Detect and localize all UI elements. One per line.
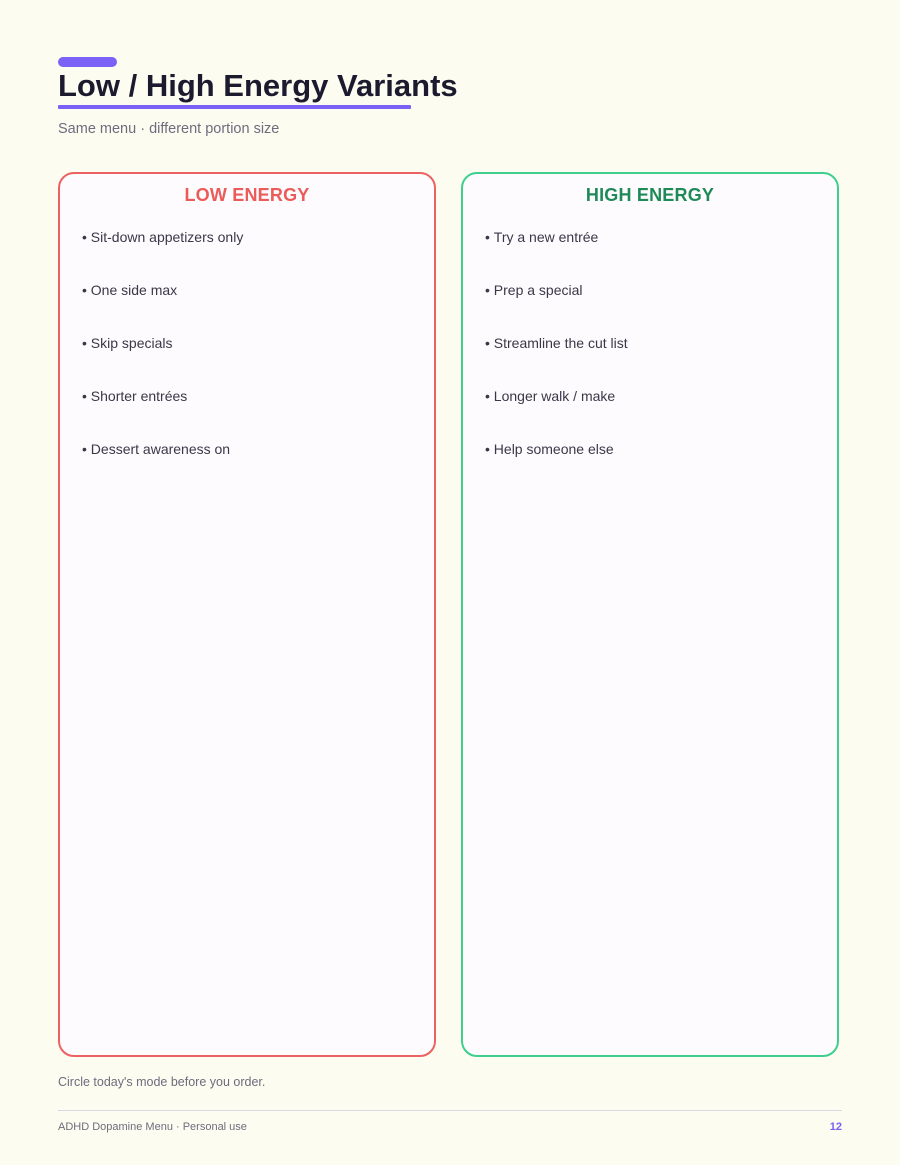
high-energy-card <box>461 172 839 1057</box>
page-title: Low / High Energy Variants <box>58 68 458 103</box>
low-energy-title: LOW ENERGY <box>184 185 310 205</box>
list-item: • Help someone else <box>485 440 821 458</box>
high-energy-title: HIGH ENERGY <box>585 185 715 205</box>
list-item: • Dessert awareness on <box>82 440 418 458</box>
list-item: • Prep a special <box>485 281 821 299</box>
title-underline <box>58 105 411 109</box>
list-item: • Try a new entrée <box>485 228 821 246</box>
page-subtitle: Same menu · different portion size <box>58 121 280 137</box>
low-energy-list <box>82 228 418 493</box>
list-item: • Sit-down appetizers only <box>82 228 418 246</box>
page-number: 12 <box>829 1121 842 1133</box>
instruction-note: Circle today's mode before you order. <box>58 1075 266 1089</box>
list-item: • Skip specials <box>82 334 418 352</box>
high-energy-list <box>485 228 821 493</box>
list-item: • One side max <box>82 281 418 299</box>
low-energy-card <box>58 172 436 1057</box>
footer-text: ADHD Dopamine Menu · Personal use <box>58 1121 247 1133</box>
list-item: • Longer walk / make <box>485 387 821 405</box>
footer-divider <box>58 1110 842 1111</box>
list-item: • Shorter entrées <box>82 387 418 405</box>
list-item: • Streamline the cut list <box>485 334 821 352</box>
